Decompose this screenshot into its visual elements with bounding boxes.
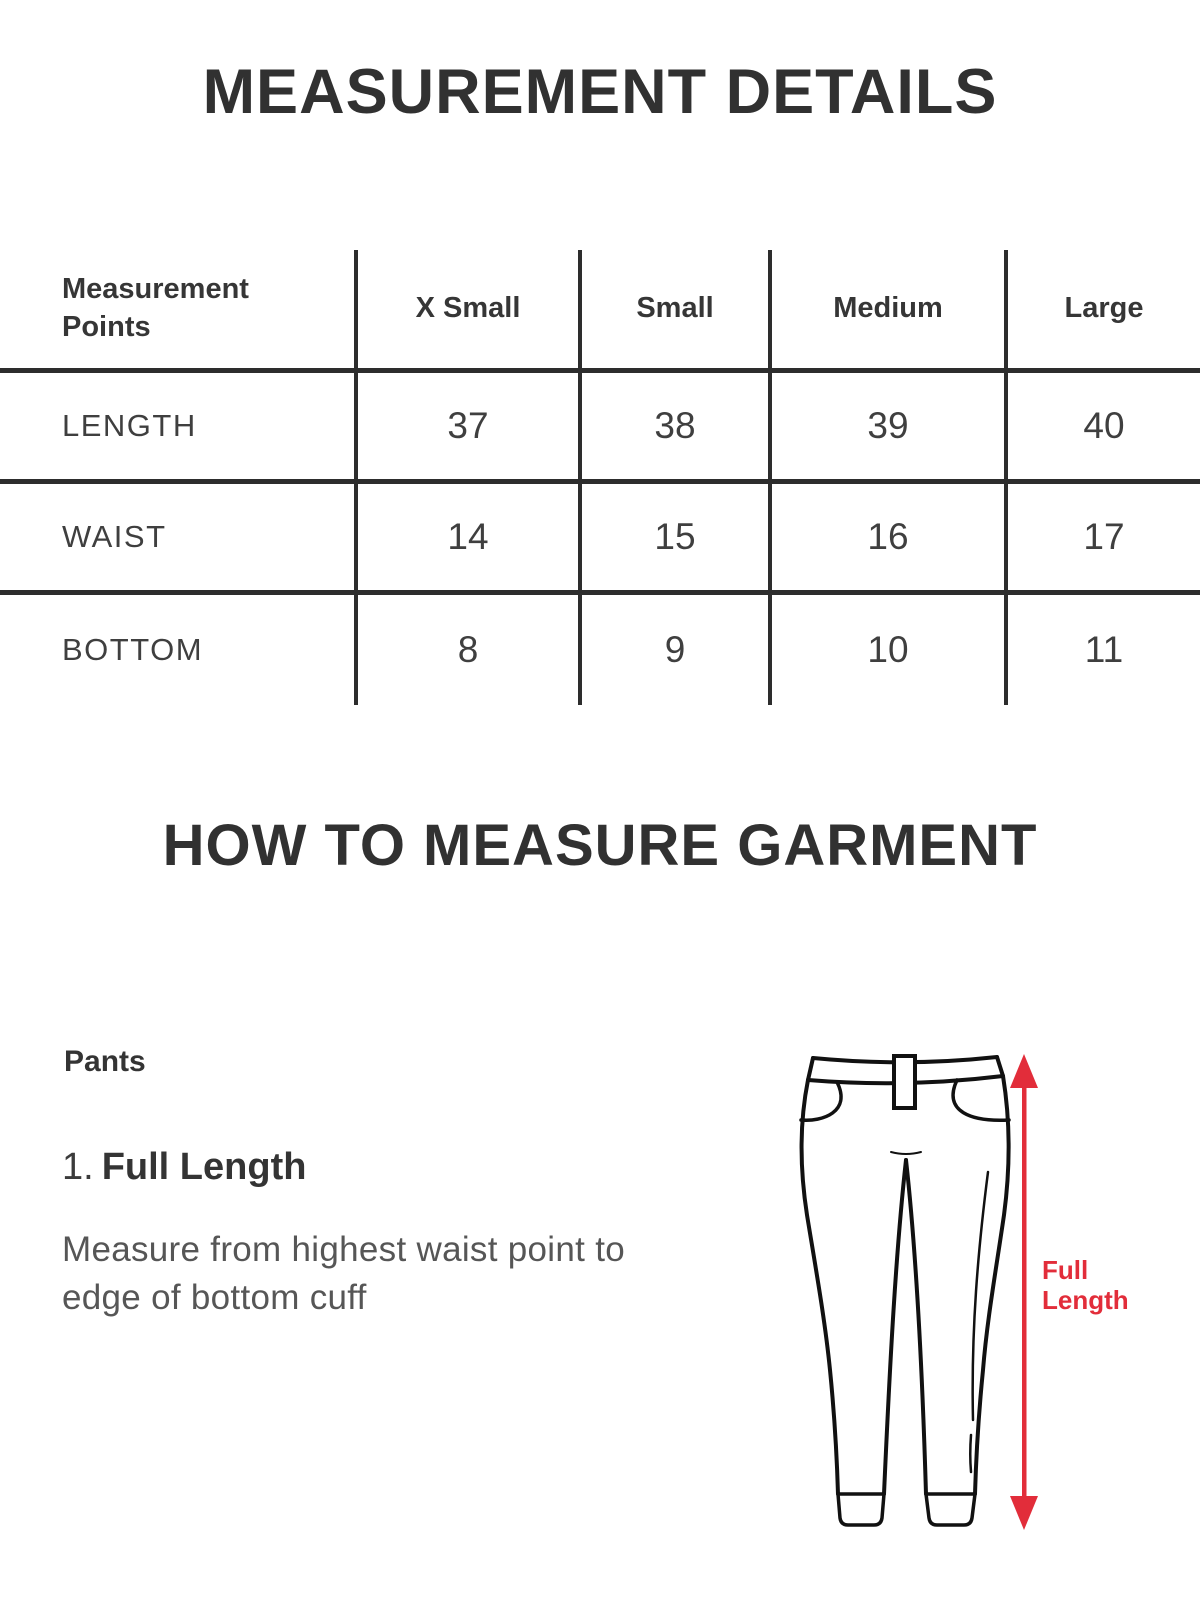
arrow-label-line: Full	[1042, 1255, 1089, 1285]
step-description-line: edge of bottom cuff	[62, 1278, 367, 1317]
table-cell: 14	[358, 479, 582, 590]
pants-outline	[801, 1057, 1009, 1494]
row-label-length: LENGTH	[0, 368, 358, 479]
table-cell: 16	[772, 479, 1008, 590]
column-header-small: Small	[582, 250, 772, 368]
size-chart-table	[0, 250, 1200, 705]
table-cell: 40	[1008, 368, 1200, 479]
column-header-measurement-points: Measurement Points	[0, 250, 358, 368]
belt-tab	[894, 1056, 915, 1108]
step-title	[62, 1146, 306, 1189]
full-length-arrow-label	[1042, 1255, 1129, 1315]
full-length-arrow-icon	[1010, 1054, 1038, 1530]
table-cell: 10	[772, 590, 1008, 705]
table-cell: 39	[772, 368, 1008, 479]
row-label-bottom: BOTTOM	[0, 590, 358, 705]
table-cell: 11	[1008, 590, 1200, 705]
table-cell: 8	[358, 590, 582, 705]
step-name: Full Length	[101, 1146, 307, 1188]
page-title: MEASUREMENT DETAILS	[202, 57, 998, 127]
step-number: 1.	[62, 1146, 94, 1188]
table-cell: 37	[358, 368, 582, 479]
pants-cuffs	[838, 1494, 975, 1525]
garment-label: Pants	[64, 1045, 146, 1078]
column-header-x-small: X Small	[358, 250, 582, 368]
table-cell: 38	[582, 368, 772, 479]
table-cell: 17	[1008, 479, 1200, 590]
row-label-waist: WAIST	[0, 479, 358, 590]
table-cell: 9	[582, 590, 772, 705]
column-header-large: Large	[1064, 292, 1144, 325]
table-cell: 15	[582, 479, 772, 590]
column-header-medium: Medium	[772, 250, 1008, 368]
step-description	[62, 1226, 625, 1322]
arrow-label-line: Length	[1042, 1285, 1129, 1315]
step-description-line: Measure from highest waist point to	[62, 1230, 625, 1269]
how-to-measure-title: HOW TO MEASURE GARMENT	[162, 813, 1038, 878]
